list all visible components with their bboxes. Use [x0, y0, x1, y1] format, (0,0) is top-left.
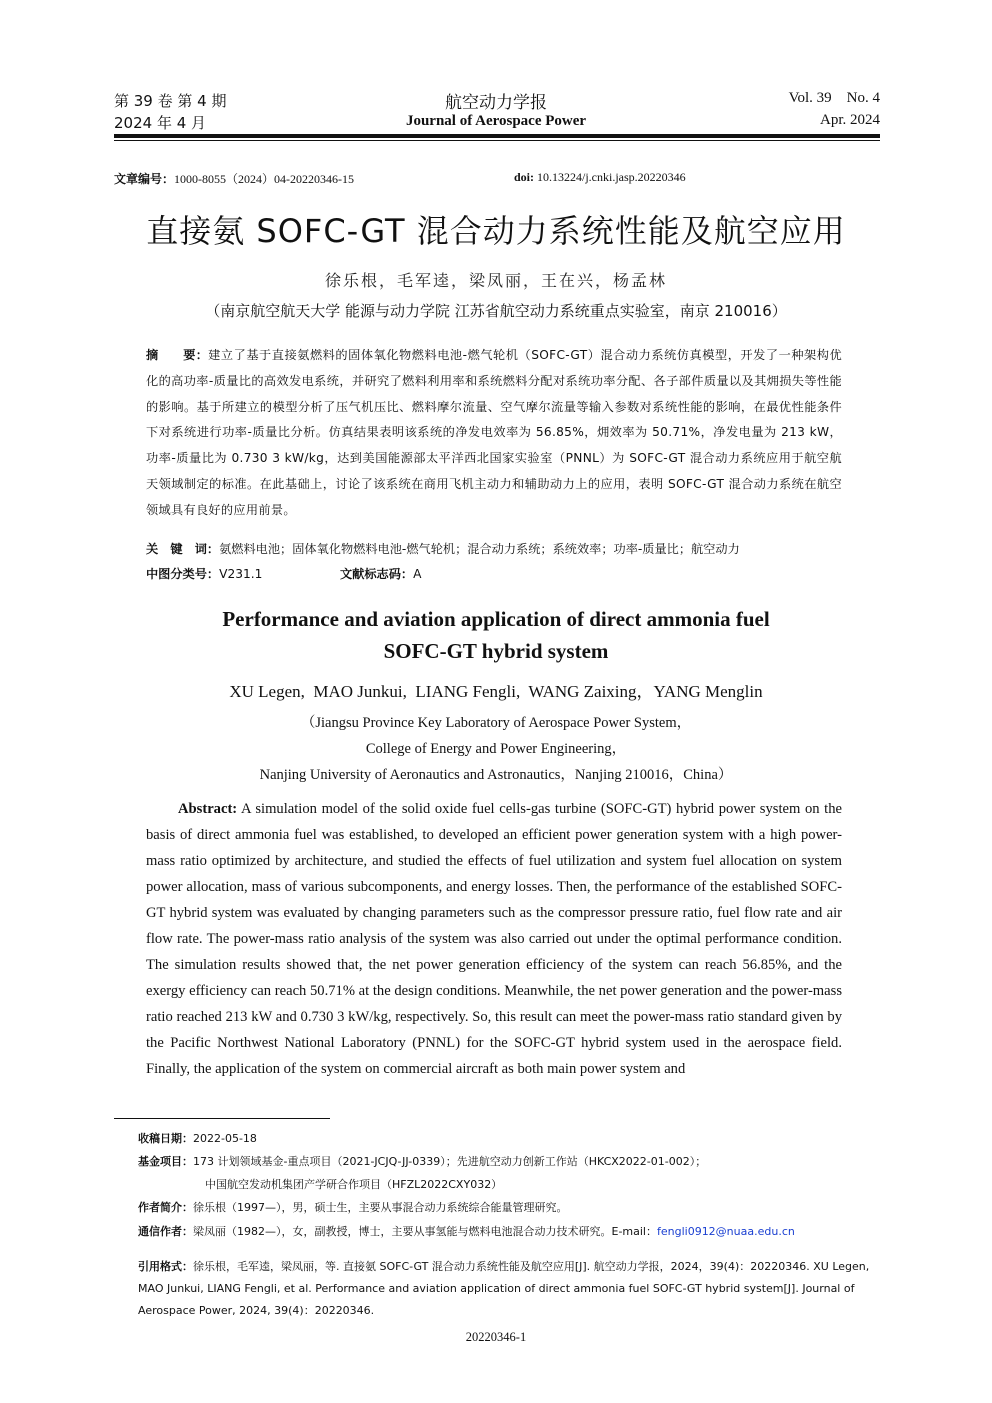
authors-cn: 徐乐根，毛军逵，梁凤丽，王在兴，杨孟林	[324, 271, 667, 290]
header-volume-cn: 第 39 卷 第 4 期	[114, 92, 227, 110]
abstract-en-label: Abstract:	[178, 801, 238, 817]
article-number-label: 文章编号：	[114, 172, 175, 186]
keywords-cn	[146, 540, 846, 557]
doi-value: 10.13224/j.cnki.jasp.20220346	[537, 170, 686, 184]
article-number	[114, 170, 354, 187]
doi-label: doi:	[514, 170, 535, 184]
fund-line2: 中国航空发动机集团产学研合作项目（HFZL2022CXY032）	[205, 1178, 503, 1191]
received-label: 收稿日期：	[138, 1132, 193, 1145]
page-number: 20220346-1	[465, 1330, 527, 1344]
header-journal-en: Journal of Aerospace Power	[405, 113, 587, 129]
paper-title-cn: 直接氨 SOFC-GT 混合动力系统性能及航空应用	[146, 212, 846, 250]
abstract-cn-label: 摘 要：	[146, 348, 209, 362]
footnote-author	[138, 1200, 883, 1215]
header-date-en: Apr. 2024	[820, 112, 880, 128]
citation-text: 徐乐根，毛军逵，梁凤丽，等. 直接氨 SOFC-GT 混合动力系统性能及航空应用[J]. 航空动力学报，2024，39(4)：20220346. XU Legen, MAO Junkui, LIANG Fengli, et al. Performance and aviation application of direct ammonia fuel SOFC-GT hybrid system[J]. Journal of Aerospace Power, 2024, 39(4)：20220346.	[138, 1260, 870, 1317]
paper-title-en	[100, 603, 892, 667]
author-label: 作者简介：	[138, 1201, 193, 1214]
document-code-label: 文献标志码：	[340, 567, 414, 581]
citation	[138, 1256, 883, 1322]
corresponding-label: 通信作者：	[138, 1225, 193, 1238]
corresponding-email-link[interactable]: fengli0912@nuaa.edu.cn	[656, 1225, 795, 1238]
document-code	[340, 565, 421, 582]
header-date-cn: 2024 年 4 月	[114, 114, 207, 132]
header-journal-cn: 航空动力学报	[445, 93, 547, 113]
abstract-cn	[146, 343, 842, 524]
header-rule-thin	[114, 140, 880, 141]
footnote-corresponding	[138, 1224, 883, 1239]
fund-line1: 173 计划领域基金-重点项目（2021-JCJQ-JJ-0339）；先进航空动力创新工作站（HKCX2022-01-002）；	[193, 1155, 707, 1168]
corresponding-bio: 梁凤丽（1982—），女，副教授，博士，主要从事氢能与燃料电池混合动力技术研究。E-mail：	[193, 1225, 657, 1238]
paper-title-en-line1: Performance and aviation application of direct ammonia fuel	[222, 607, 770, 631]
document-code-value: A	[413, 567, 422, 581]
keywords-cn-text: 氨燃料电池；固体氧化物燃料电池-燃气轮机；混合动力系统；系统效率；功率-质量比；航空动力	[219, 542, 740, 556]
author-bio: 徐乐根（1997—），男，硕士生，主要从事混合动力系统综合能量管理研究。	[193, 1201, 568, 1214]
abstract-cn-text: 建立了基于直接氨燃料的固体氧化物燃料电池-燃气轮机（SOFC-GT）混合动力系统仿真模型，开发了一种架构优化的高功率-质量比的高效发电系统，并研究了燃料利用率和系统燃料分配对系统功率分配、各子部件质量以及其㶲损失等性能的影响。基于所建立的模型分析了压气机压比、燃料摩尔流量、空气摩尔流量等输入参数对系统性能的影响，在最优性能条件下对系统进行功率-质量比分析。仿真结果表明该系统的净发电效率为 56.85%，㶲效率为 50.71%，净发电量为 213 kW，功率-质量比为 0.730 3 kW/kg，达到美国能源部太平洋西北国家实验室（PNNL）为 SOFC-GT 混合动力系统应用于航空航天领域制定的标准。在此基础上，讨论了该系统在商用飞机主动力和辅助动力上的应用，表明 SOFC-GT 混合动力系统在航空领域具有良好的应用前景。	[146, 348, 843, 517]
affiliation-en-line1: （Jiangsu Province Key Laboratory of Aerospace Power System，	[300, 715, 692, 731]
paper-title-en-line2: SOFC-GT hybrid system	[383, 639, 609, 663]
footnote-rule	[114, 1118, 330, 1119]
article-number-value: 1000-8055（2024）04-20220346-15	[174, 172, 355, 186]
citation-label: 引用格式：	[138, 1260, 193, 1273]
footnote-fund	[138, 1154, 883, 1169]
keywords-cn-label: 关 键 词：	[146, 542, 220, 556]
classification-value: V231.1	[219, 567, 263, 581]
footnote-received	[138, 1131, 883, 1146]
affiliation-en	[100, 710, 892, 788]
abstract-en-text: A simulation model of the solid oxide fuel cells-gas turbine (SOFC-GT) hybrid power system on the basis of direct ammonia fuel was established, to developed an efficient power generation system with a high power-mass ratio optimized by architecture, and studied the effects of fuel utilization and system fuel allocation on system power allocation, mass of various subcomponents, and energy losses. Then, the performance of the established SOFC-GT hybrid system was evaluated by changing parameters such as the compressor pressure ratio, fuel flow rate and air flow rate. The power-mass ratio analysis of the system was also carried out under the optimal performance condition. The simulation results showed that, the net power generation efficiency of the system can reach 56.85%, and the exergy efficiency can reach 50.71% at the design conditions. Meanwhile, the net power generation and the power-mass ratio reached 213 kW and 0.730 3 kW/kg, respectively. So, this result can meet the power-mass ratio standard given by the Pacific Northwest National Laboratory (PNNL) for the SOFC-GT hybrid system used in the aerospace field. Finally, the application of the system on commercial aircraft as both main power system and	[146, 801, 842, 1077]
fund-label: 基金项目：	[138, 1155, 193, 1168]
authors-en: XU Legen, MAO Junkui, LIANG Fengli, WANG Zaixing，YANG Menglin	[229, 682, 763, 701]
received-date: 2022-05-18	[193, 1132, 257, 1145]
affiliation-cn: （南京航空航天大学 能源与动力学院 江苏省航空动力系统重点实验室，南京 210016）	[205, 302, 787, 320]
classification-label: 中图分类号：	[146, 567, 220, 581]
affiliation-en-line2: College of Energy and Power Engineering，	[365, 741, 627, 757]
affiliation-en-line3: Nanjing University of Aeronautics and Astronautics，Nanjing 210016，China）	[259, 767, 733, 783]
abstract-en	[146, 796, 842, 1082]
classification-number	[146, 565, 262, 582]
doi	[514, 170, 686, 185]
header-rule-thick	[114, 134, 880, 138]
header-volume-en: Vol. 39 No. 4	[788, 90, 880, 106]
